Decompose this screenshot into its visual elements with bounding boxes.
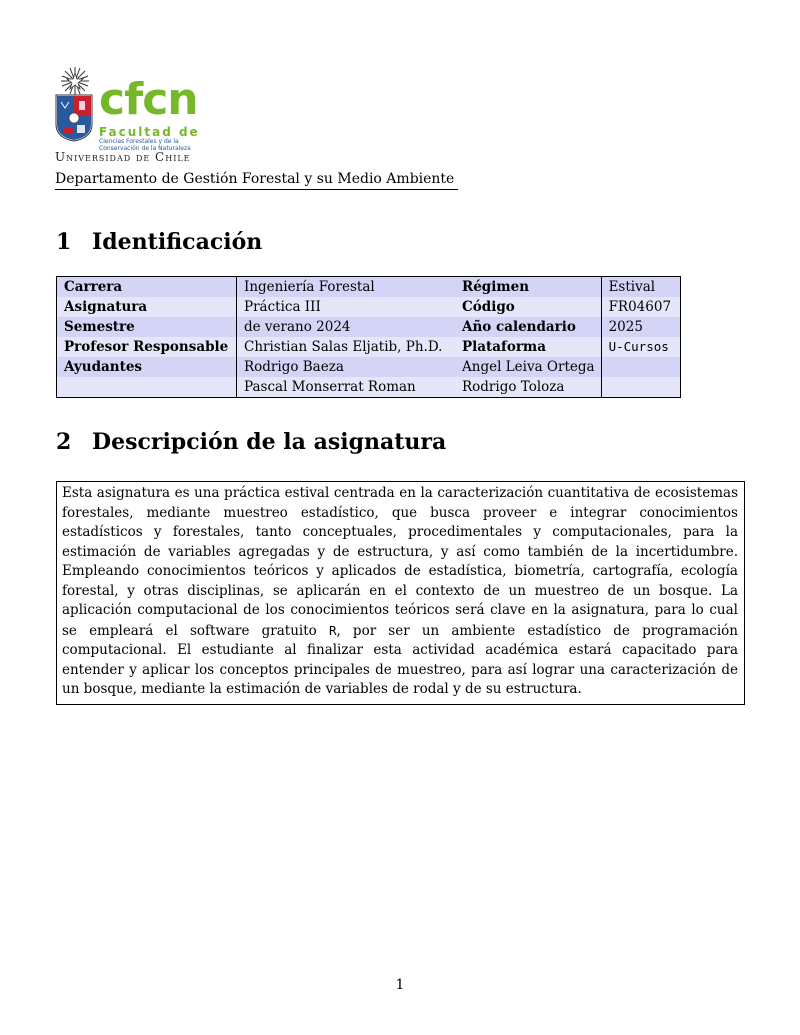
- row-value: de verano 2024: [237, 317, 456, 337]
- table-row: [57, 277, 681, 298]
- row-label-2: Año calendario: [455, 317, 601, 337]
- section-number: 2: [56, 429, 72, 455]
- university-name: Universidad de Chile: [55, 150, 191, 164]
- cfcn-wordmark: cfcn: [99, 74, 198, 125]
- row-value: Pascal Monserrat Roman: [237, 377, 456, 398]
- row-value-2: [601, 357, 680, 377]
- page-number: 1: [395, 977, 405, 993]
- section-identification-heading: [56, 229, 262, 255]
- row-value-2: FR04607: [601, 297, 680, 317]
- identification-table: [56, 276, 681, 398]
- section-title: Descripción de la asignatura: [92, 429, 447, 455]
- university-shield-icon: [55, 94, 93, 142]
- row-label-2: Angel Leiva Ortega: [455, 357, 601, 377]
- row-value-2: Estival: [601, 277, 680, 298]
- row-value-2: 2025: [601, 317, 680, 337]
- section-title: Identificación: [92, 229, 263, 255]
- faculty-logo: [55, 66, 215, 166]
- row-value: Christian Salas Eljatib, Ph.D.: [237, 337, 456, 357]
- course-description-box: [56, 481, 745, 705]
- table-row: [57, 377, 681, 398]
- row-label-2: Rodrigo Toloza: [455, 377, 601, 398]
- faculty-name: Facultad de: [99, 125, 200, 139]
- row-value: Rodrigo Baeza: [237, 357, 456, 377]
- row-label-2: Código: [455, 297, 601, 317]
- table-row: [57, 317, 681, 337]
- row-label: Profesor Responsable: [57, 337, 237, 357]
- table-row: [57, 357, 681, 377]
- description-text-continued: , por ser un ambiente estadístico de programación computacional. El estudiante al finalizar esta actividad académica estará capacitado para entender y aplicar los conceptos principales de muestreo, para así lograr una caracterización de un bosque, mediante la estimación de variables de rodal y de su estructura.: [62, 622, 738, 697]
- section-description-heading: [56, 429, 446, 455]
- section-number: 1: [56, 229, 72, 255]
- row-label-2: Plataforma: [455, 337, 601, 357]
- star-emblem-icon: [60, 66, 90, 96]
- row-label: Carrera: [57, 277, 237, 298]
- description-text: Esta asignatura es una práctica estival centrada en la caracterización cuantitativa de ecosistemas forestales, mediante muestreo estadístico, que busca proveer e integrar conocimientos estadísticos y forestales, tanto conceptuales, procedimentales y computacionales, para la estimación de variables agregadas y de estructura, y así como también de la incertidumbre. Empleando conocimientos teóricos y aplicados de estadística, biometría, cartografía, ecología forestal, y otras disciplinas, se aplicarán en el contexto de un muestreo de un bosque. La aplicación computacional de los conocimientos teóricos será clave en la asignatura, para lo cual se empleará el software gratuito: [62, 485, 738, 639]
- table-row: [57, 337, 681, 357]
- row-value-2: [601, 377, 680, 398]
- row-label: Semestre: [57, 317, 237, 337]
- row-label: [57, 377, 237, 398]
- row-label-2: Régimen: [455, 277, 601, 298]
- row-label: Ayudantes: [57, 357, 237, 377]
- faculty-subtitle: Ciencias Forestales y de la Conservación de la Naturaleza: [99, 138, 191, 152]
- row-label: Asignatura: [57, 297, 237, 317]
- software-name: R: [328, 622, 337, 638]
- row-value-2: U-Cursos: [601, 337, 680, 357]
- department-name: Departamento de Gestión Forestal y su Medio Ambiente: [55, 170, 458, 190]
- table-row: [57, 297, 681, 317]
- row-value: Práctica III: [237, 297, 456, 317]
- row-value: Ingeniería Forestal: [237, 277, 456, 298]
